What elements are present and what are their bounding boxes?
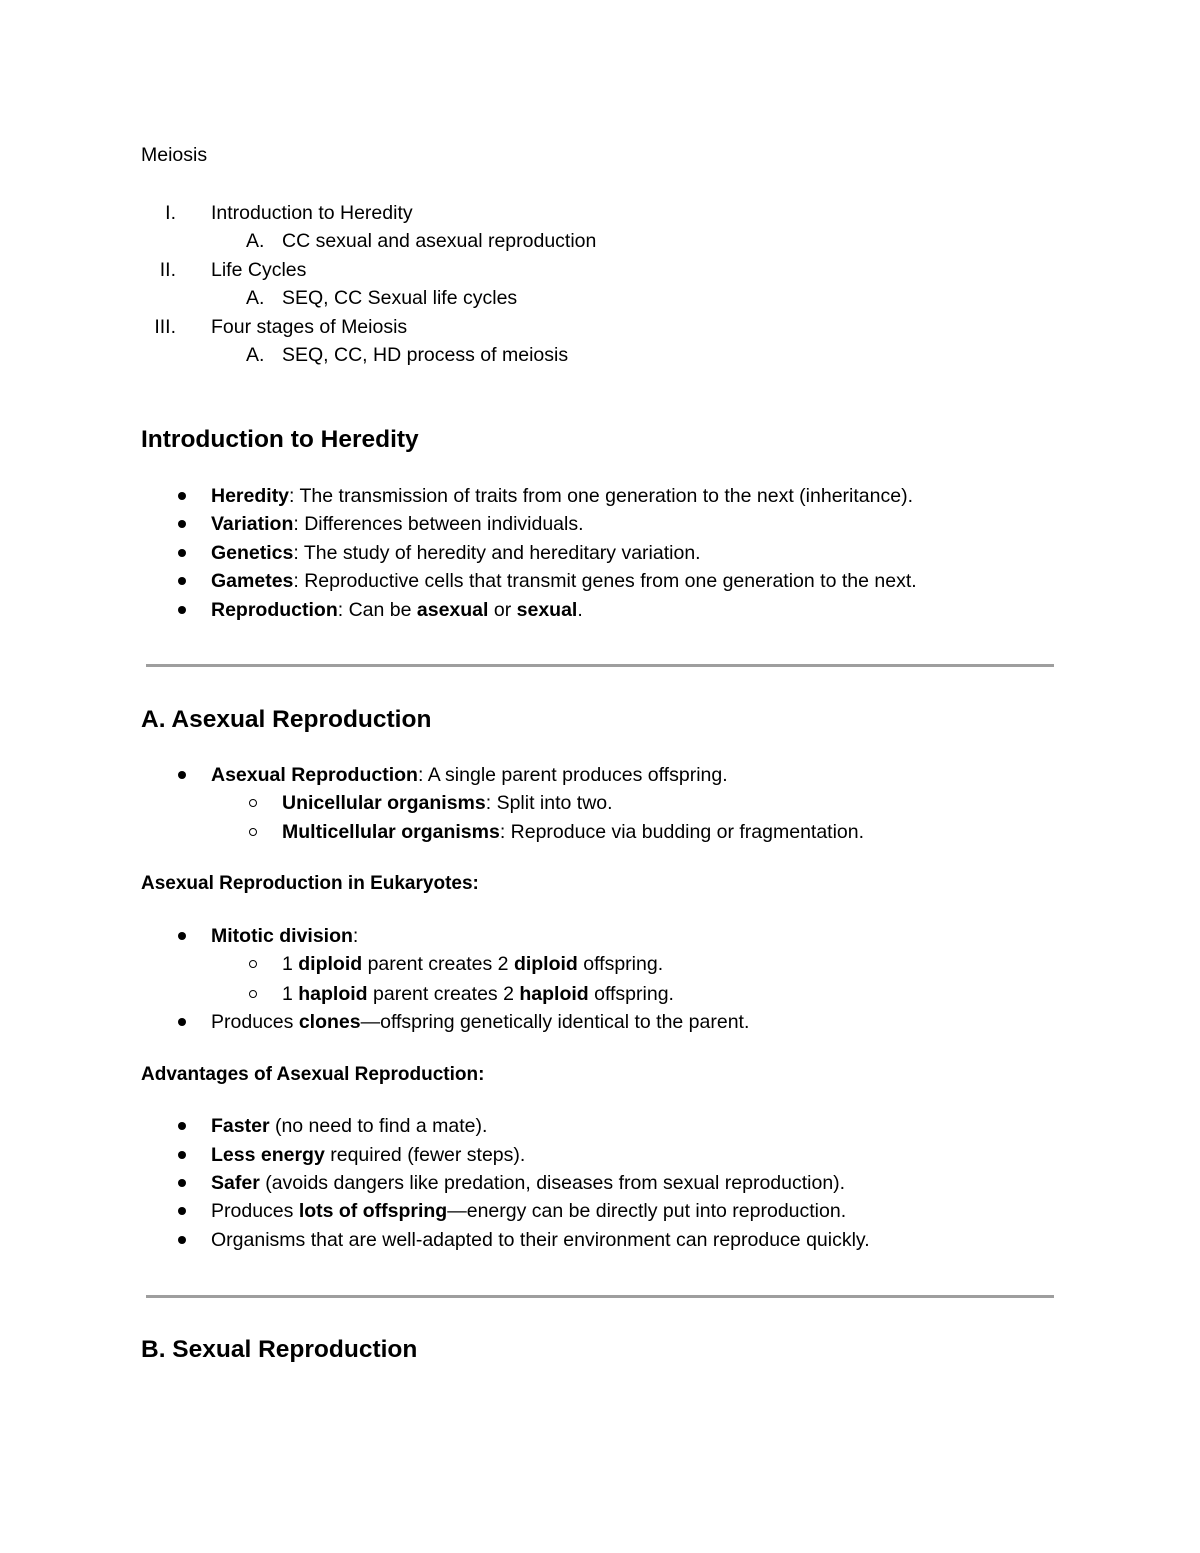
bullet-icon (178, 492, 186, 500)
outline-number: III. (154, 316, 176, 338)
definition: —offspring genetically identical to the parent. (360, 1011, 750, 1033)
term: Safer (211, 1172, 260, 1194)
list-item (282, 791, 613, 815)
punctuation: : (352, 925, 359, 947)
term: Less energy (211, 1144, 325, 1166)
subheading-eukaryotes: Asexual Reproduction in Eukaryotes: (141, 873, 479, 894)
list-item (211, 598, 583, 622)
bullet-icon (178, 932, 186, 940)
definition: : Can be (337, 599, 417, 621)
text: parent creates 2 (362, 953, 514, 975)
text: 1 (282, 983, 299, 1005)
bullet-icon (178, 1236, 186, 1244)
horizontal-divider (146, 664, 1054, 667)
term: haploid (298, 983, 368, 1005)
list-item (211, 1114, 487, 1138)
bullet-icon (178, 771, 186, 779)
section-heading-sexual: B. Sexual Reproduction (141, 1336, 418, 1363)
term: lots of offspring (298, 1200, 448, 1222)
section-heading-intro: Introduction to Heredity (141, 426, 419, 453)
definition: required (fewer steps). (324, 1144, 526, 1166)
list-item (211, 924, 358, 948)
list-item (282, 982, 674, 1006)
subheading-advantages: Advantages of Asexual Reproduction: (141, 1064, 485, 1085)
outline-number: I. (165, 202, 176, 224)
list-item (282, 820, 864, 844)
list-item (211, 541, 701, 565)
definition: (no need to find a mate). (269, 1115, 488, 1137)
hollow-bullet-icon (249, 799, 257, 807)
outline-sub-label: CC sexual and asexual reproduction (282, 230, 597, 252)
hollow-bullet-icon (249, 960, 257, 968)
text: Produces (211, 1011, 299, 1033)
term: Mitotic division (211, 925, 353, 947)
list-item (211, 484, 913, 508)
outline-sub-letter: A. (246, 230, 265, 252)
bullet-icon (178, 1122, 186, 1130)
outline-sub-letter: A. (246, 287, 265, 309)
term: Multicellular organisms (282, 821, 500, 843)
bullet-icon (178, 606, 186, 614)
definition: : Reproductive cells that transmit genes from one generation to the next. (293, 570, 917, 592)
bullet-icon (178, 1018, 186, 1026)
outline-item-label: Life Cycles (211, 259, 307, 281)
document-title: Meiosis (141, 144, 208, 166)
term: diploid (298, 953, 363, 975)
bullet-icon (178, 1179, 186, 1187)
outline-sub-label: SEQ, CC, HD process of meiosis (282, 344, 569, 366)
bullet-icon (178, 549, 186, 557)
list-item (211, 763, 728, 787)
term: diploid (513, 953, 578, 975)
text: offspring. (577, 953, 664, 975)
term: Unicellular organisms (282, 792, 486, 814)
term: Heredity (211, 485, 290, 507)
horizontal-divider (146, 1295, 1054, 1298)
section-heading-asexual: A. Asexual Reproduction (141, 706, 432, 733)
term: clones (298, 1011, 361, 1033)
list-item (211, 512, 584, 536)
connector-text: or (488, 599, 517, 621)
list-item (211, 1199, 846, 1223)
list-item (211, 1010, 749, 1034)
definition: : Differences between individuals. (293, 513, 584, 535)
bullet-icon (178, 577, 186, 585)
text: offspring. (588, 983, 674, 1005)
term: asexual (416, 599, 489, 621)
term: Gametes (211, 570, 294, 592)
outline-sub-label: SEQ, CC Sexual life cycles (282, 287, 518, 309)
list-item (282, 952, 663, 976)
definition: : The transmission of traits from one generation to the next (inheritance). (289, 485, 913, 507)
text: 1 (282, 953, 299, 975)
term: Asexual Reproduction (211, 764, 418, 786)
bullet-icon (178, 1207, 186, 1215)
definition: : Reproduce via budding or fragmentation. (499, 821, 865, 843)
list-item (211, 569, 917, 593)
list-item (211, 1171, 845, 1195)
hollow-bullet-icon (249, 828, 257, 836)
outline-item-label: Four stages of Meiosis (211, 316, 408, 338)
definition: (avoids dangers like predation, diseases from sexual reproduction). (259, 1172, 846, 1194)
punctuation: . (577, 599, 583, 621)
term: sexual (516, 599, 578, 621)
list-item (211, 1143, 525, 1167)
definition: : Split into two. (485, 792, 613, 814)
text: Produces (211, 1200, 299, 1222)
list-item: Organisms that are well-adapted to their environment can reproduce quickly. (211, 1229, 870, 1251)
hollow-bullet-icon (249, 990, 257, 998)
outline-number: II. (159, 259, 176, 281)
definition: : A single parent produces offspring. (417, 764, 728, 786)
text: parent creates 2 (367, 983, 520, 1005)
term: Variation (211, 513, 294, 535)
term: Genetics (211, 542, 294, 564)
bullet-icon (178, 520, 186, 528)
term: haploid (519, 983, 589, 1005)
outline-sub-letter: A. (246, 344, 265, 366)
bullet-icon (178, 1151, 186, 1159)
term: Faster (211, 1115, 270, 1137)
outline-item-label: Introduction to Heredity (211, 202, 413, 224)
term: Reproduction (211, 599, 338, 621)
definition: —energy can be directly put into reproduction. (447, 1200, 847, 1222)
definition: : The study of heredity and hereditary variation. (293, 542, 701, 564)
